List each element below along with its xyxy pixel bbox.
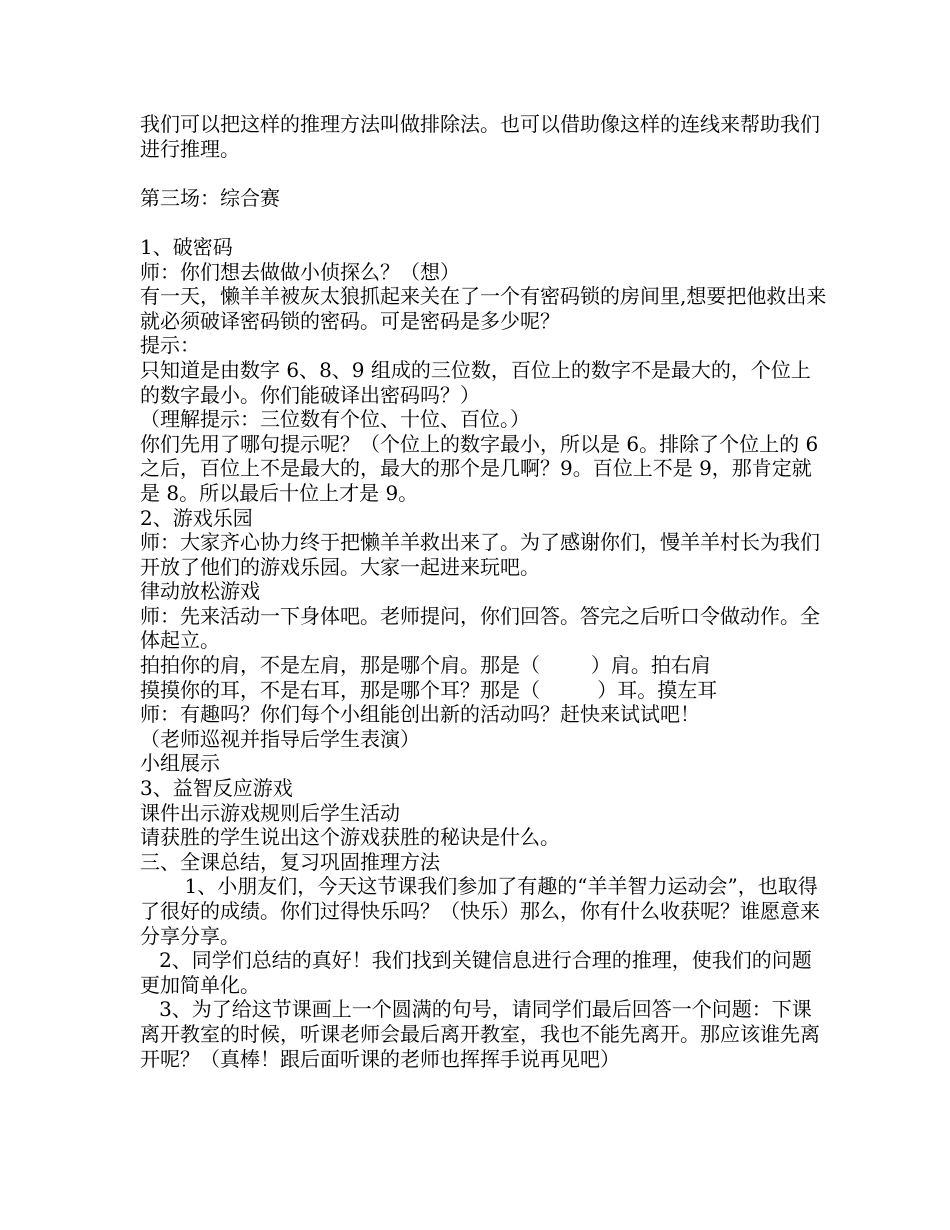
- paragraph-conclusion-method: 我们可以把这样的推理方法叫做排除法。也可以借助像这样的连线来帮助我们进行推理。: [140, 112, 820, 161]
- label-hint: 提示：: [140, 333, 200, 358]
- paragraph-game-park: 师：大家齐心协力终于把懒羊羊救出来了。为了感谢你们，慢羊羊村长为我们开放了他们的游戏乐园。大家一起进来玩吧。: [140, 530, 820, 579]
- line-group-show: 小组展示: [140, 751, 220, 776]
- line-ear: 摸摸你的耳，不是右耳，那是哪个耳？那是（ ）耳。摸左耳: [140, 677, 718, 702]
- paragraph-hint: 只知道是由数字 6、8、9 组成的三位数，百位上的数字不是最大的，个位上的数字最小。你们能破译出密码吗？）: [140, 357, 811, 407]
- paragraph-understand-hint: （理解提示：三位数有个位、十位、百位。）: [140, 407, 530, 432]
- paragraph-summary-2: 2、同学们总结的真好！我们找到关键信息进行合理的推理，使我们的问题更加简单化。: [140, 948, 812, 997]
- blank-line: [140, 161, 830, 186]
- teacher-question-detective: 师：你们想去做做小侦探么？（想）: [140, 259, 460, 284]
- line-shoulder: 拍拍你的肩，不是左肩，那是哪个肩。那是（ ）肩。拍右肩: [140, 653, 711, 678]
- heading-round-three: 第三场：综合赛: [140, 185, 280, 210]
- heading-game-park: 2、游戏乐园: [140, 505, 253, 530]
- heading-reaction-game: 3、益智反应游戏: [140, 776, 293, 801]
- paragraph-summary-3: 3、为了给这节课画上一个圆满的句号，请同学们最后回答一个问题：下课离开教室的时候，听课老师会最后离开教室，我也不能先离开。那应该谁先离开呢？（真棒！跟后面听课的老师也挥挥手说再见吧）: [140, 997, 820, 1071]
- paragraph-solution: 你们先用了哪句提示呢？（个位上的数字最小，所以是 6。排除了个位上的 6 之后，百位上不是最大的，最大的那个是几啊？9。百位上不是 9，那肯定就是 8。所以最后十位上才是 9。: [140, 431, 825, 505]
- paragraph-warmup: 师：先来活动一下身体吧。老师提问，你们回答。答完之后听口令做动作。全体起立。: [140, 603, 820, 653]
- paragraph-summary-1: 1、小朋友们，今天这节课我们参加了有趣的“羊羊智力运动会”，也取得了很好的成绩。你们过得快乐吗？（快乐）那么，你有什么收获呢？谁愿意来分享分享。: [140, 874, 820, 948]
- heading-summary: 三、全课总结，复习巩固推理方法: [140, 849, 440, 874]
- line-winner-secret: 请获胜的学生说出这个游戏获胜的秘诀是什么。: [140, 825, 560, 850]
- paragraph-new-activity: 师：有趣吗？你们每个小组能创出新的活动吗？赶快来试试吧！: [140, 702, 700, 727]
- blank-line: [140, 210, 830, 235]
- line-courseware-rules: 课件出示游戏规则后学生活动: [140, 800, 400, 825]
- document-body: [140, 112, 830, 1071]
- heading-rhythm-game: 律动放松游戏: [140, 579, 260, 604]
- paragraph-teacher-patrol: （老师巡视并指导后学生表演）: [140, 726, 420, 751]
- heading-crack-password: 1、破密码: [140, 234, 233, 259]
- paragraph-story: 有一天，懒羊羊被灰太狼抓起来关在了一个有密码锁的房间里,想要把他救出来就必须破译密码锁的密码。可是密码是多少呢？: [140, 284, 827, 333]
